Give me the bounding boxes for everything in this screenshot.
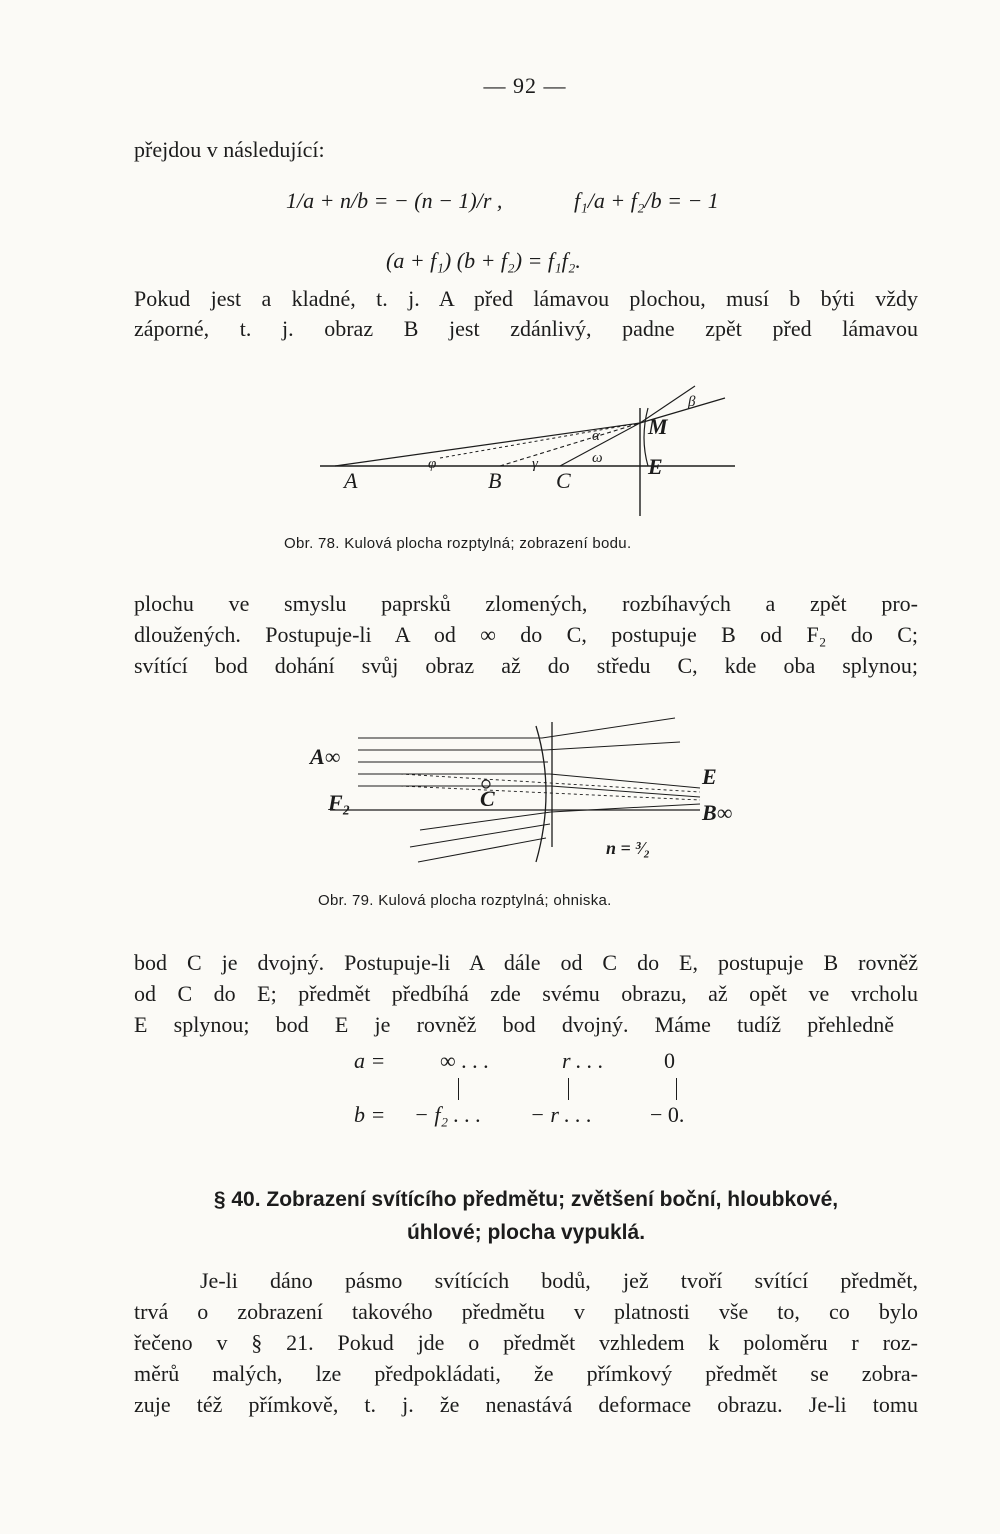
- fig78-label-A: A: [344, 468, 358, 493]
- figure-79-diagram: [300, 712, 770, 882]
- table-row-b-focal: − f₂ . . .: [414, 1102, 482, 1127]
- equation-newton-formula: (a + f₁) (b + f₂) = f₁f₂.: [386, 248, 581, 273]
- paragraph-3-line-3: E splynou; bod E je rovněž bod dvojný. Máme tudíž přehledně: [134, 1012, 894, 1037]
- table-row-a-zero: 0: [664, 1048, 675, 1073]
- equation-lens-formula: 1/a + n/b = − (n − 1)/r ,: [286, 188, 503, 213]
- fig78-label-C: C: [556, 468, 571, 493]
- paragraph-2-line-2: dloužených. Postupuje-li A od ∞ do C, postupuje B od F₂ do C;: [134, 622, 918, 647]
- paragraph-1-line-2: záporné, t. j. obraz B jest zdánlivý, padne zpět před lámavou: [134, 316, 918, 341]
- fig78-label-beta: β: [688, 394, 696, 410]
- fig79-label-n: n = ³⁄₂: [606, 838, 650, 858]
- fig78-label-E: E: [648, 454, 663, 479]
- table-divider-2: [568, 1078, 569, 1100]
- fig78-label-B: B: [488, 468, 502, 493]
- table-row-a-label: a =: [354, 1048, 386, 1073]
- table-divider-1: [458, 1078, 459, 1100]
- fig78-label-phi: φ: [428, 456, 437, 472]
- paragraph-2-line-1: plochu ve smyslu paprsků zlomených, rozbíhavých a zpět pro-: [134, 591, 918, 616]
- paragraph-4-line-4: měrů malých, lze předpokládati, že přímkový předmět se zobra-: [134, 1361, 918, 1386]
- section-heading-line-2: úhlové; plocha vypuklá.: [406, 1221, 646, 1244]
- table-row-a-infinity: ∞ . . .: [440, 1048, 489, 1073]
- figure-78-diagram: [310, 378, 750, 518]
- fig79-label-B-infinity: B∞: [702, 800, 733, 825]
- fig78-label-omega: ω: [592, 450, 603, 466]
- paragraph-3-line-2: od C do E; předmět předbíhá zde svému obrazu, až opět ve vrcholu: [134, 981, 918, 1006]
- table-row-b-label: b =: [354, 1102, 386, 1127]
- paragraph-1-line-1: Pokud jest a kladné, t. j. A před lámavou plochou, musí b býti vždy: [134, 286, 918, 311]
- paragraph-2-line-3: svítící bod dohání svůj obraz až do středu C, kde oba splynou;: [134, 653, 918, 678]
- table-row-a-radius: r . . .: [562, 1048, 604, 1073]
- fig79-label-E: E: [702, 764, 717, 789]
- table-row-b-zero: − 0.: [650, 1102, 685, 1127]
- paragraph-4-line-5: zuje též přímkově, t. j. že nenastává deformace obrazu. Je-li tomu: [134, 1392, 918, 1417]
- paragraph-4-line-2: trvá o zobrazení takového předmětu v platnosti vše to, co bylo: [134, 1299, 918, 1324]
- equation-focal-formula: f₁/a + f₂/b = − 1: [574, 188, 719, 213]
- figure-79-caption: Obr. 79. Kulová plocha rozptylná; ohniska.: [318, 892, 612, 909]
- paragraph-4-line-1: Je-li dáno pásmo svítících bodů, jež tvoří svítící předmět,: [200, 1268, 918, 1293]
- section-heading-line-1: § 40. Zobrazení svítícího předmětu; zvětšení boční, hloubkové,: [213, 1188, 839, 1211]
- intro-line: přejdou v následující:: [134, 137, 325, 162]
- fig78-label-alpha: α: [592, 428, 600, 444]
- table-divider-3: [676, 1078, 677, 1100]
- fig78-label-gamma: γ: [532, 456, 538, 472]
- fig79-label-A-infinity: A∞: [310, 744, 341, 769]
- paragraph-3-line-1: bod C je dvojný. Postupuje-li A dále od C do E, postupuje B rovněž: [134, 950, 918, 975]
- figure-78-caption: Obr. 78. Kulová plocha rozptylná; zobrazení bodu.: [284, 535, 632, 552]
- fig79-label-F2: F₂: [328, 790, 351, 815]
- fig79-label-C: C: [480, 786, 495, 811]
- paragraph-4-line-3: řečeno v § 21. Pokud jde o předmět vzhledem k poloměru r roz-: [134, 1330, 918, 1355]
- table-row-b-radius: − r . . .: [530, 1102, 592, 1127]
- fig78-label-M: M: [648, 414, 668, 439]
- page-number: — 92 —: [483, 73, 567, 98]
